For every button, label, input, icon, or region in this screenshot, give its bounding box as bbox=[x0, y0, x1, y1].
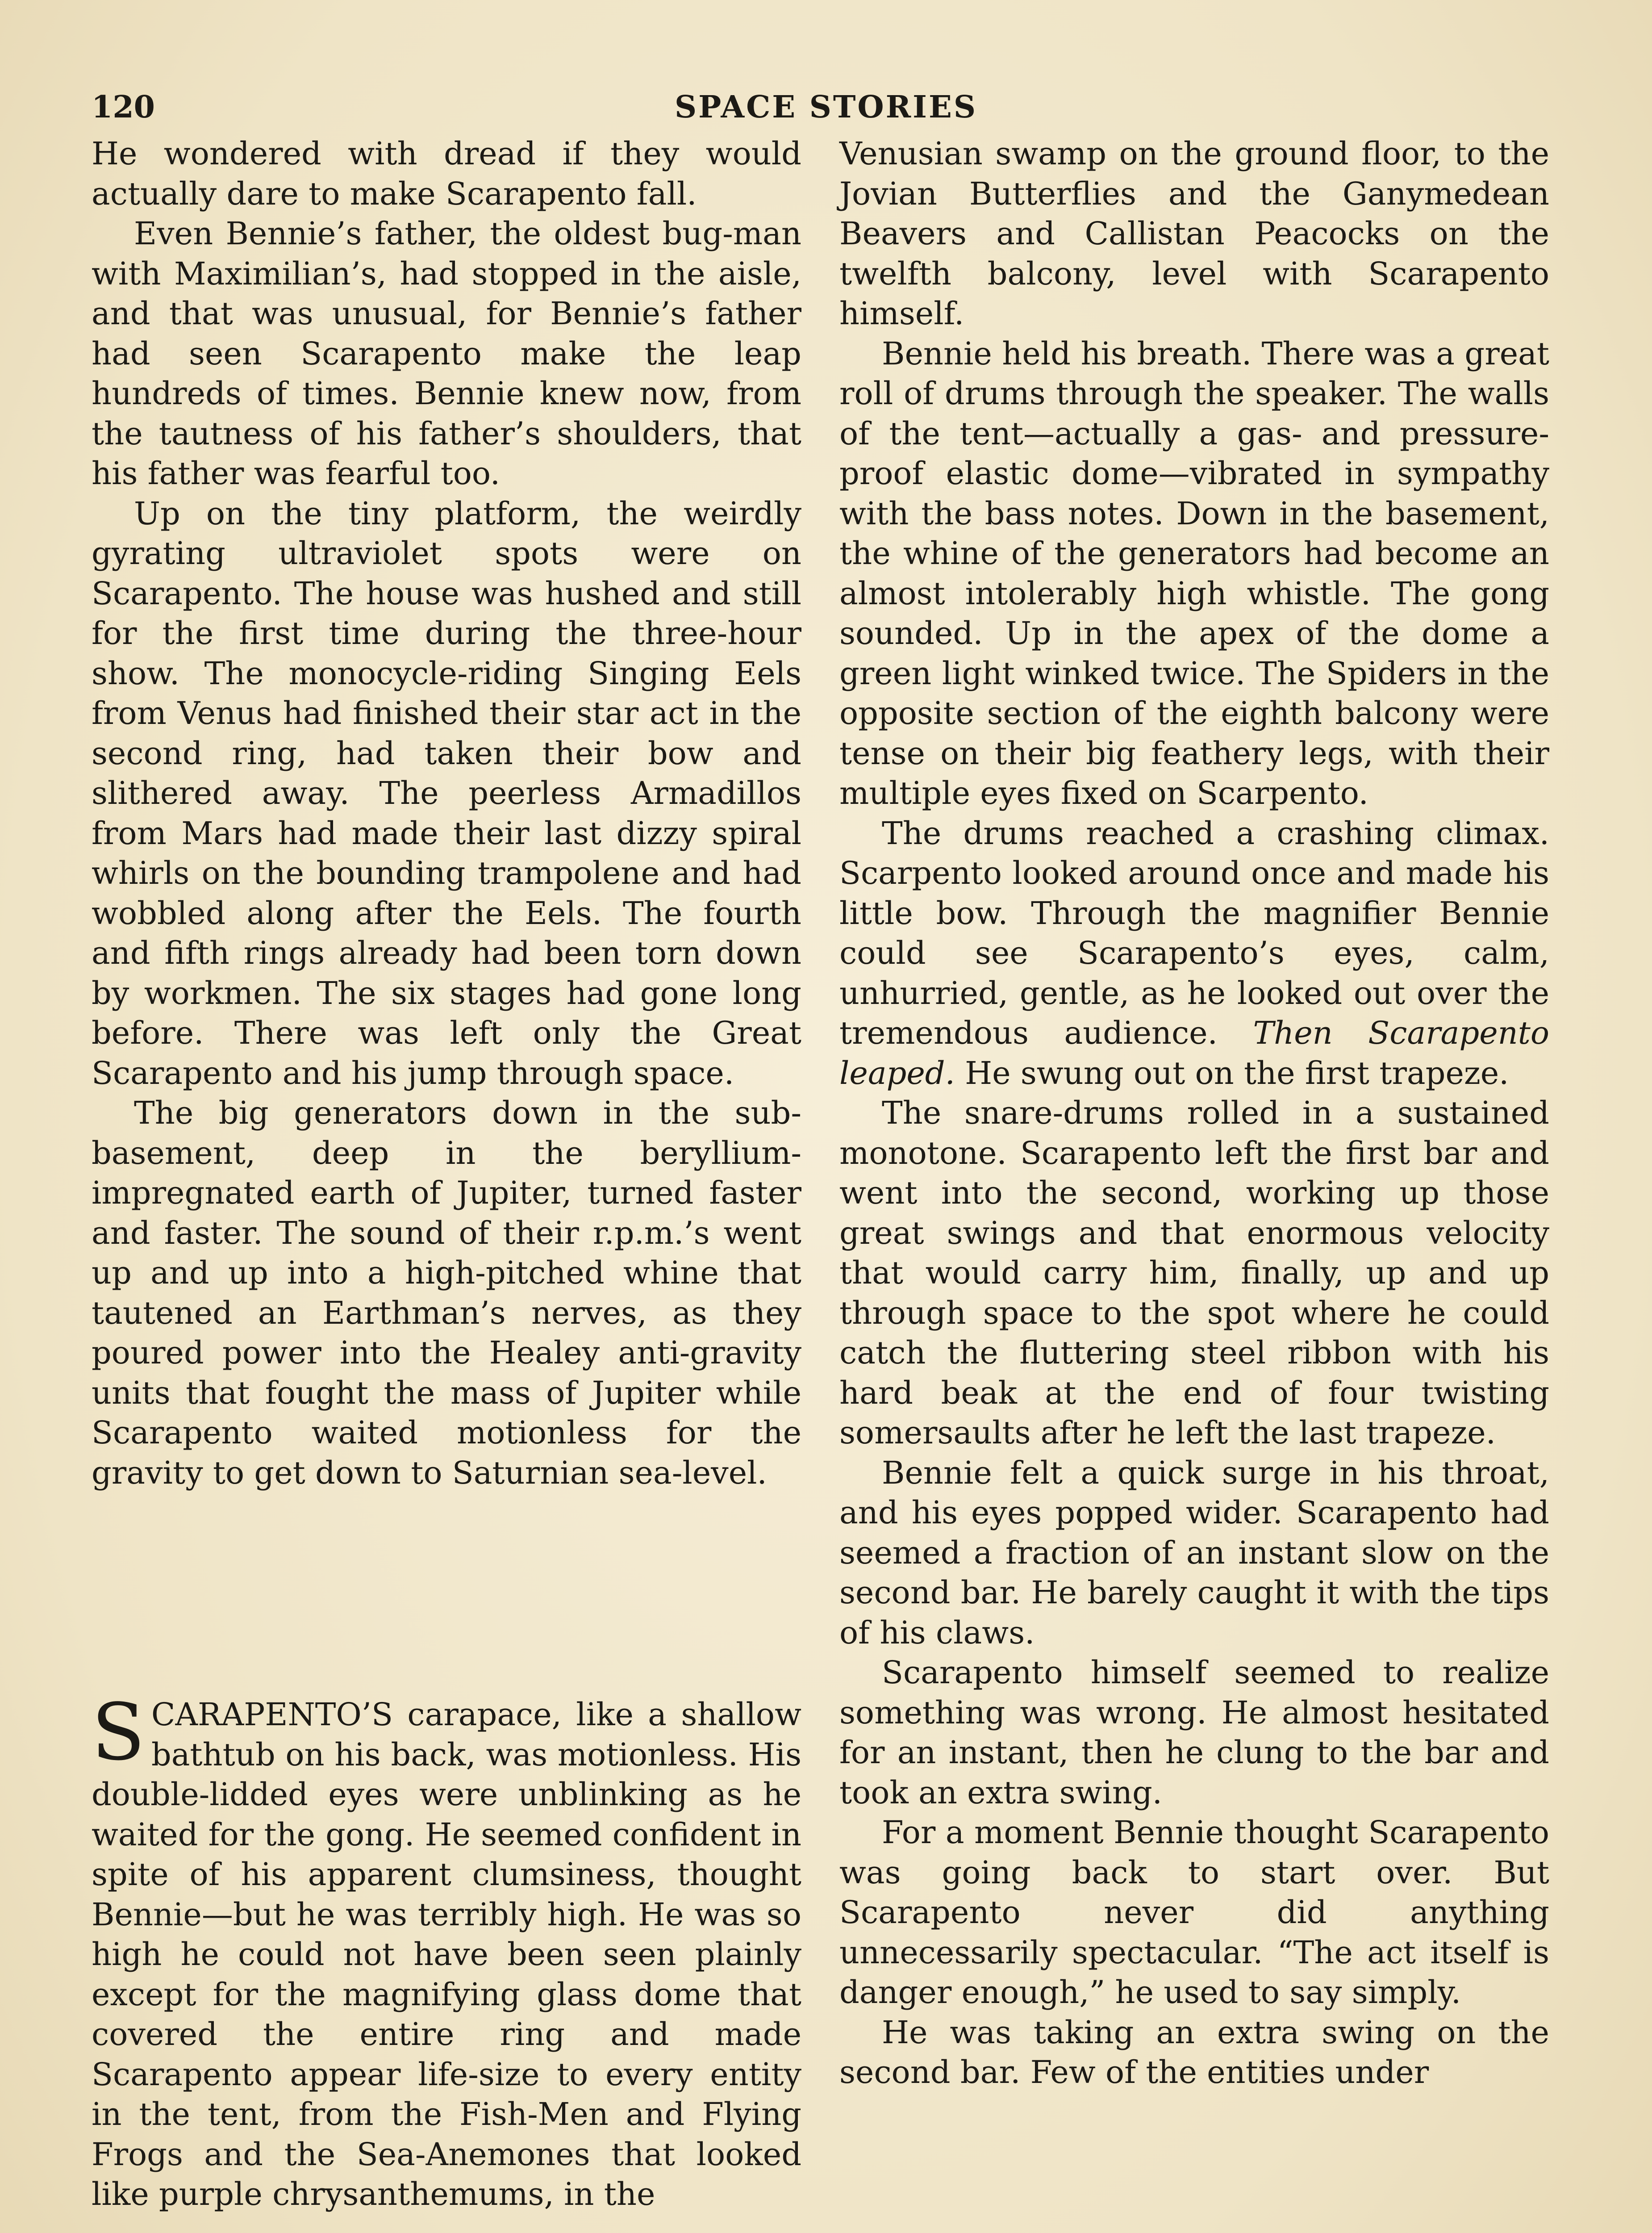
paragraph: Bennie held his breath. There was a great roll of drums through the speaker. The walls of the tent—actually a gas- and pressure-proof elastic dome—vibrated in sympathy with the bass notes. Down in the basement, the whine of the generators had become an almost intolerably high whistle. The gong sounded. Up in the apex of the dome a green light winked twice. The Spiders in the opposite section of the eighth balcony were tense on their big feathery legs, with their multiple eyes fixed on Scarpento. bbox=[839, 335, 1549, 811]
paragraph: Even Bennie’s father, the oldest bug-man with Maximilian’s, had stopped in the aisle, and that was unusual, for Bennie’s father had seen Scarapento make the leap hundreds of times. Bennie knew now, from the tautness of his father’s shoulders, that his father was fearful too. bbox=[92, 215, 801, 492]
paragraph: Venusian swamp on the ground floor, to the Jovian Butterflies and the Ganymedean Beavers and Callistan Peacocks on the twelfth balcony, level with Scarapento himself. bbox=[839, 135, 1549, 332]
paragraph: The snare-drums rolled in a sustained monotone. Scarapento left the first bar and went into the second, working up those great swings and that enormous velocity that would carry him, finally, up and up through space to the spot where he could catch the fluttering steel ribbon with his hard beak at the end of four twisting somersaults after he left the last trapeze. bbox=[839, 1095, 1549, 1451]
paragraph: Up on the tiny platform, the weirdly gyrating ultraviolet spots were on Scarapento. The house was hushed and still for the first time during the three-hour show. The monocycle-riding Singing Eels from Venus had finished their star act in the second ring, had taken their bow and slithered away. The peerless Armadillos from Mars had made their last dizzy spiral whirls on the bounding trampolene and had wobbled along after the Eels. The fourth and fifth rings already had been torn down by workmen. The six stages had gone long before. There was left only the Great Scarapento and his jump through space. bbox=[92, 495, 801, 1091]
paragraph bbox=[839, 814, 1549, 1094]
page-header bbox=[92, 89, 1560, 130]
drop-cap: S bbox=[92, 1687, 145, 1778]
paragraph: The big generators down in the sub-basement, deep in the beryllium-impregnated earth of Jupiter, turned faster and faster. The sound of their r.p.m.’s went up and up into a high-pitched whine that tautened an Earthman’s nerves, as they poured power into the Healey anti-gravity units that fought the mass of Jupiter while Scarapento waited motionless for the gravity to get down to Saturnian sea-level. bbox=[92, 1095, 801, 1491]
paragraph: He was taking an extra swing on the second bar. Few of the entities under bbox=[839, 2014, 1549, 2091]
section-opening-paragraph bbox=[92, 1687, 801, 2215]
page-number: 120 bbox=[92, 89, 155, 125]
left-column-section bbox=[92, 1687, 801, 2215]
left-column-top bbox=[92, 134, 801, 1493]
lead-caps: CARAPENTO’S bbox=[151, 1696, 393, 1733]
italic-text: Then Scarapento leaped. bbox=[839, 1015, 1549, 1091]
section-text: carapace, like a shallow bathtub on his back, was motionless. His double-lidded eyes were unblinking as he waited for the gong. He seemed confident in spite of his apparent clumsiness, thought Bennie—but he was terribly high. He was so high he could not have been seen plainly except for the magnifying glass dome that covered the entire ring and made Scarapento appear life-size to every entity in the tent, from the Fish-Men and Flying Frogs and the Sea-Anemones that looked like purple chrysanthemums, in the bbox=[92, 1696, 801, 2212]
paragraph: For a moment Bennie thought Scarapento was going back to start over. But Scarapento never did anything unnecessarily spectacular. “The act itself is danger enough,” he used to say simply. bbox=[839, 1814, 1549, 2011]
paragraph: Bennie felt a quick surge in his throat, and his eyes popped wider. Scarapento had seemed a fraction of an instant slow on the second bar. He barely caught it with the tips of his claws. bbox=[839, 1454, 1549, 1651]
paragraph: Scarapento himself seemed to realize something was wrong. He almost hesitated for an instant, then he clung to the bar and took an extra swing. bbox=[839, 1654, 1549, 1811]
paragraph: He wondered with dread if they would actually dare to make Scarapento fall. bbox=[92, 135, 801, 212]
text-run: The drums reached a crashing climax. Scarpento looked around once and made his little bow. Through the magnifier Bennie could see Scarapento’s eyes, calm, unhurried, gentle, as he looked out over the tremendous audience. bbox=[839, 815, 1549, 1051]
right-column bbox=[839, 134, 1549, 2093]
text-run: He swung out on the first trapeze. bbox=[955, 1054, 1509, 1091]
running-head: SPACE STORIES bbox=[675, 89, 977, 125]
